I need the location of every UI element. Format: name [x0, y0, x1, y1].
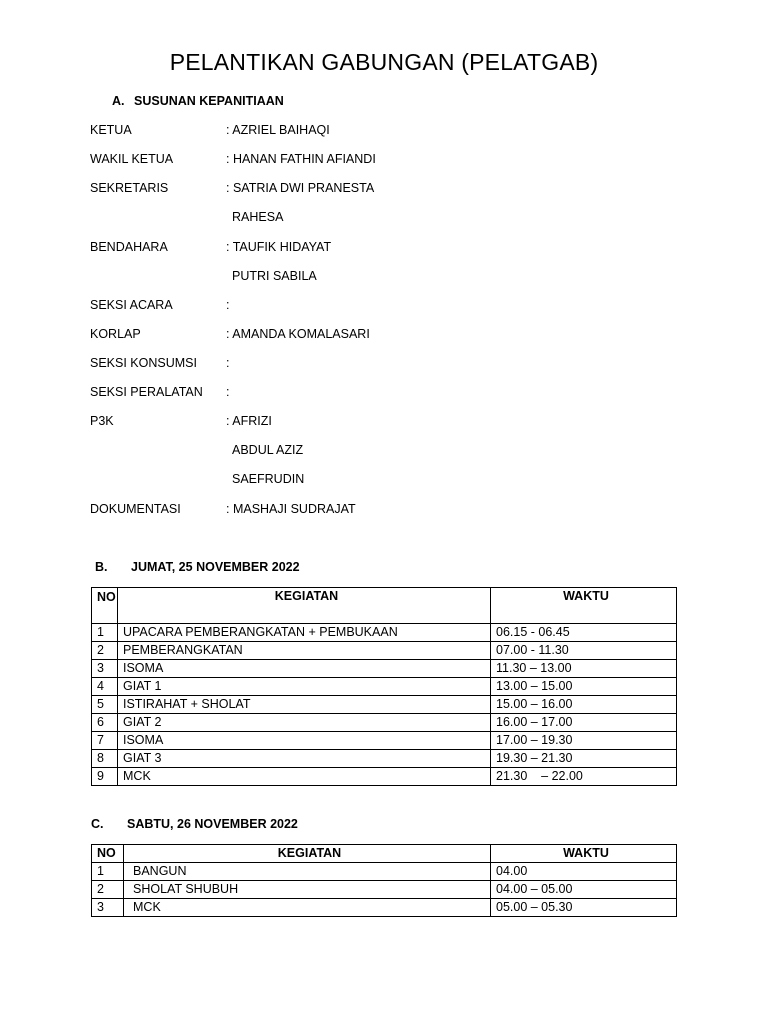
document-title: PELANTIKAN GABUNGAN (PELATGAB) [169, 49, 599, 75]
cell-waktu: 21.30 – 22.00 [491, 768, 677, 786]
table-row [92, 660, 677, 678]
cell-waktu: 16.00 – 17.00 [491, 714, 677, 732]
cell-kegiatan: UPACARA PEMBERANGKATAN + PEMBUKAAN [118, 624, 491, 642]
table-header-row [92, 845, 677, 863]
table-row [92, 642, 677, 660]
cell-waktu: 04.00 [491, 863, 677, 881]
committee-role: KETUA [90, 123, 132, 137]
schedule-table-friday [91, 587, 677, 786]
committee-member: : AFRIZI [226, 414, 272, 428]
cell-waktu: 04.00 – 05.00 [491, 881, 677, 899]
cell-waktu: 13.00 – 15.00 [491, 678, 677, 696]
committee-member: RAHESA [232, 210, 284, 224]
committee-role: SEKRETARIS [90, 181, 169, 195]
cell-kegiatan: GIAT 1 [118, 678, 491, 696]
cell-kegiatan: PEMBERANGKATAN [118, 642, 491, 660]
cell-no: 1 [92, 863, 124, 881]
column-header-kegiatan: KEGIATAN [118, 588, 491, 624]
committee-member: PUTRI SABILA [232, 269, 317, 283]
cell-waktu: 11.30 – 13.00 [491, 660, 677, 678]
cell-no: 1 [92, 624, 118, 642]
cell-no: 9 [92, 768, 118, 786]
cell-waktu: 19.30 – 21.30 [491, 750, 677, 768]
cell-no: 2 [92, 881, 124, 899]
committee-member: : AZRIEL BAIHAQI [226, 123, 330, 137]
column-header-waktu: WAKTU [491, 845, 677, 863]
committee-member: ABDUL AZIZ [232, 443, 304, 457]
table-row [92, 768, 677, 786]
committee-member: : [226, 298, 230, 312]
cell-no: 6 [92, 714, 118, 732]
committee-member: : MASHAJI SUDRAJAT [226, 502, 356, 516]
section-b-title: JUMAT, 25 NOVEMBER 2022 [131, 560, 300, 574]
cell-waktu: 06.15 - 06.45 [491, 624, 677, 642]
cell-kegiatan: GIAT 2 [118, 714, 491, 732]
cell-no: 3 [92, 660, 118, 678]
cell-waktu: 15.00 – 16.00 [491, 696, 677, 714]
column-header-no: NO [92, 588, 118, 624]
section-c-letter: C. [91, 817, 104, 831]
cell-no: 7 [92, 732, 118, 750]
table-row [92, 899, 677, 917]
committee-member: SAEFRUDIN [232, 472, 305, 486]
committee-role: SEKSI ACARA [90, 298, 173, 312]
section-b-heading [95, 560, 300, 574]
cell-kegiatan: MCK [124, 899, 491, 917]
committee-role: BENDAHARA [90, 240, 168, 254]
committee-role: KORLAP [90, 327, 141, 341]
column-header-kegiatan: KEGIATAN [124, 845, 491, 863]
table-row [92, 732, 677, 750]
cell-no: 5 [92, 696, 118, 714]
section-a-heading [112, 94, 284, 108]
table-row [92, 881, 677, 899]
cell-kegiatan: ISOMA [118, 660, 491, 678]
table-row [92, 750, 677, 768]
committee-member: : [226, 385, 230, 399]
section-b-letter: B. [95, 560, 108, 574]
section-a-letter: A. [112, 94, 125, 108]
committee-member: : HANAN FATHIN AFIANDI [226, 152, 376, 166]
committee-role: WAKIL KETUA [90, 152, 174, 166]
column-header-no: NO [92, 845, 124, 863]
schedule-table-saturday [91, 844, 677, 917]
cell-no: 4 [92, 678, 118, 696]
section-c-title: SABTU, 26 NOVEMBER 2022 [127, 817, 298, 831]
committee-role: SEKSI KONSUMSI [90, 356, 197, 370]
column-header-waktu: WAKTU [491, 588, 677, 624]
cell-kegiatan: ISTIRAHAT + SHOLAT [118, 696, 491, 714]
committee-role: SEKSI PERALATAN [90, 385, 203, 399]
cell-no: 3 [92, 899, 124, 917]
committee-role: DOKUMENTASI [90, 502, 181, 516]
cell-kegiatan: ISOMA [118, 732, 491, 750]
section-a-title: SUSUNAN KEPANITIAAN [134, 94, 284, 108]
committee-member: : SATRIA DWI PRANESTA [226, 181, 375, 195]
cell-kegiatan: SHOLAT SHUBUH [124, 881, 491, 899]
cell-kegiatan: BANGUN [124, 863, 491, 881]
cell-waktu: 17.00 – 19.30 [491, 732, 677, 750]
table-row [92, 696, 677, 714]
committee-member: : [226, 356, 230, 370]
cell-kegiatan: GIAT 3 [118, 750, 491, 768]
committee-role: P3K [90, 414, 114, 428]
table-header-row [92, 588, 677, 624]
table-row [92, 863, 677, 881]
table-row [92, 714, 677, 732]
cell-waktu: 07.00 - 11.30 [491, 642, 677, 660]
cell-no: 8 [92, 750, 118, 768]
cell-waktu: 05.00 – 05.30 [491, 899, 677, 917]
table-row [92, 624, 677, 642]
committee-member: : TAUFIK HIDAYAT [226, 240, 332, 254]
cell-kegiatan: MCK [118, 768, 491, 786]
section-c-heading [91, 817, 298, 831]
committee-member: : AMANDA KOMALASARI [226, 327, 370, 341]
table-row [92, 678, 677, 696]
cell-no: 2 [92, 642, 118, 660]
